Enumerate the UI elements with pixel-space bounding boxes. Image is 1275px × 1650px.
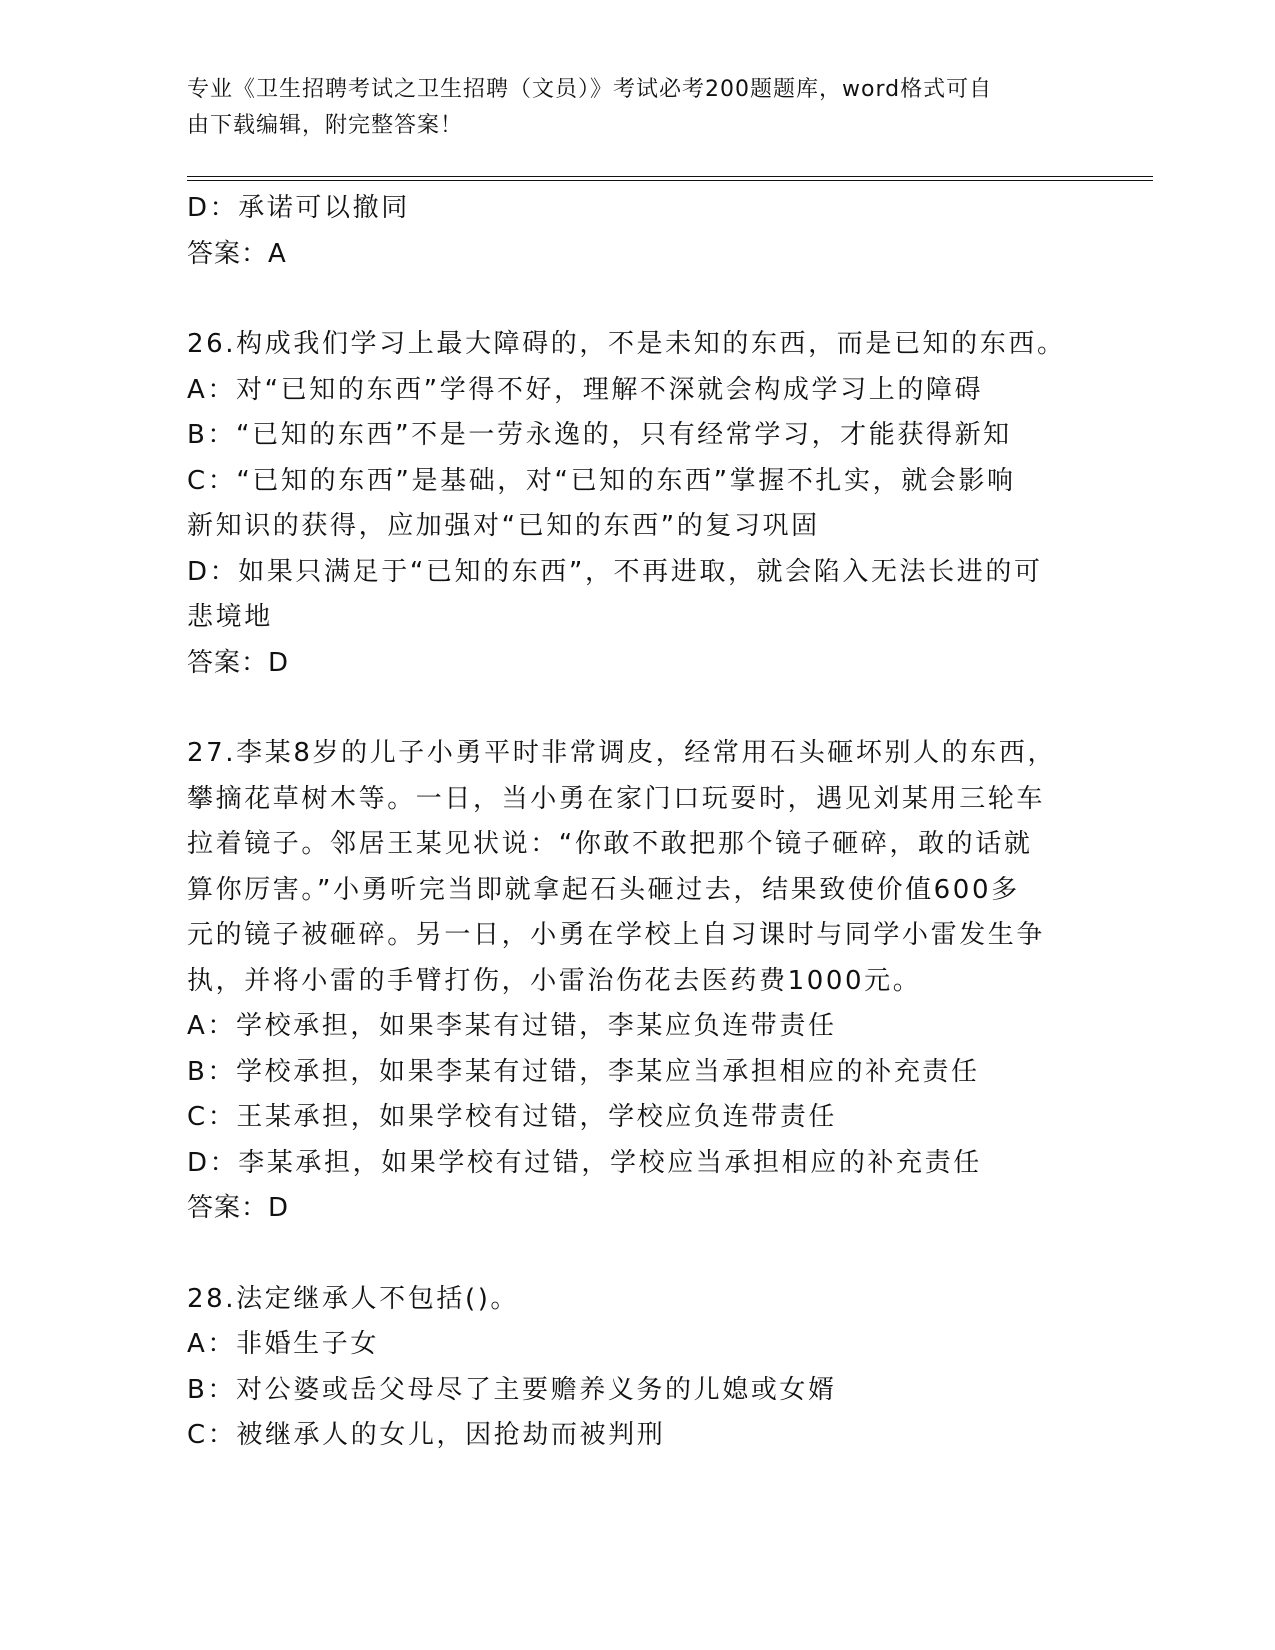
question-28 xyxy=(187,1277,1087,1459)
answer: 答案：D xyxy=(187,647,290,678)
header-divider xyxy=(187,176,1153,181)
option-a: A：学校承担，如果李某有过错，李某应负连带责任 xyxy=(187,1011,837,1041)
option-c-continued: 新知识的获得，应加强对“已知的东西”的复习巩固 xyxy=(187,511,820,541)
question-stem: 元的镜子被砸碎。另一日，小勇在学校上自习课时与同学小雷发生争 xyxy=(187,920,1046,950)
option-b: B：“已知的东西”不是一劳永逸的，只有经常学习，才能获得新知 xyxy=(187,420,1012,450)
option-c: C：王某承担，如果学校有过错，学校应负连带责任 xyxy=(187,1102,837,1132)
question-stem: 28.法定继承人不包括()。 xyxy=(187,1283,520,1314)
question-stem: 算你厉害。”小勇听完当即就拿起石头砸过去，结果致使价值600多 xyxy=(187,874,1020,905)
question-stem: 攀摘花草树木等。一日，当小勇在家门口玩耍时，遇见刘某用三轮车 xyxy=(187,783,1046,814)
question-stem: 执，并将小雷的手臂打伤，小雷治伤花去医药费1000元。 xyxy=(187,965,922,996)
option-d-continued: 悲境地 xyxy=(187,602,273,632)
option-c: C：被继承人的女儿，因抢劫而被判刑 xyxy=(187,1420,666,1450)
answer: 答案：D xyxy=(187,1193,290,1223)
option-a: A：对“已知的东西”学得不好，理解不深就会构成学习上的障碍 xyxy=(187,374,984,405)
option-d: D：承诺可以撤同 xyxy=(187,193,410,223)
option-d: D：李某承担，如果学校有过错，学校应当承担相应的补充责任 xyxy=(187,1147,982,1178)
option-a: A：非婚生子女 xyxy=(187,1329,379,1359)
answer: 答案：A xyxy=(187,238,287,269)
header-line-2: 由下载编辑，附完整答案！ xyxy=(187,113,464,138)
question-27 xyxy=(187,731,1087,1232)
option-b: B：对公婆或岳父母尽了主要赡养义务的儿媳或女婿 xyxy=(187,1374,837,1405)
question-stem: 26.构成我们学习上最大障碍的，不是未知的东西，而是已知的东西。 xyxy=(187,329,1066,359)
question-stem: 拉着镜子。邻居王某见状说：“你敢不敢把那个镜子砸碎，敢的话就 xyxy=(187,829,1033,859)
option-d: D：如果只满足于“已知的东西”，不再进取，就会陷入无法长进的可 xyxy=(187,556,1043,587)
header-line-1: 专业《卫生招聘考试之卫生招聘（文员）》考试必考200题题库，word格式可自 xyxy=(187,77,993,102)
option-b: B：学校承担，如果李某有过错，李某应当承担相应的补充责任 xyxy=(187,1056,980,1087)
question-stem: 27.李某8岁的儿子小勇平时非常调皮，经常用石头砸坏别人的东西， xyxy=(187,738,1057,768)
option-c: C：“已知的东西”是基础，对“已知的东西”掌握不扎实，就会影响 xyxy=(187,465,1016,496)
document-body xyxy=(187,186,1087,1459)
page-header xyxy=(187,72,1067,144)
question-26 xyxy=(187,322,1087,686)
